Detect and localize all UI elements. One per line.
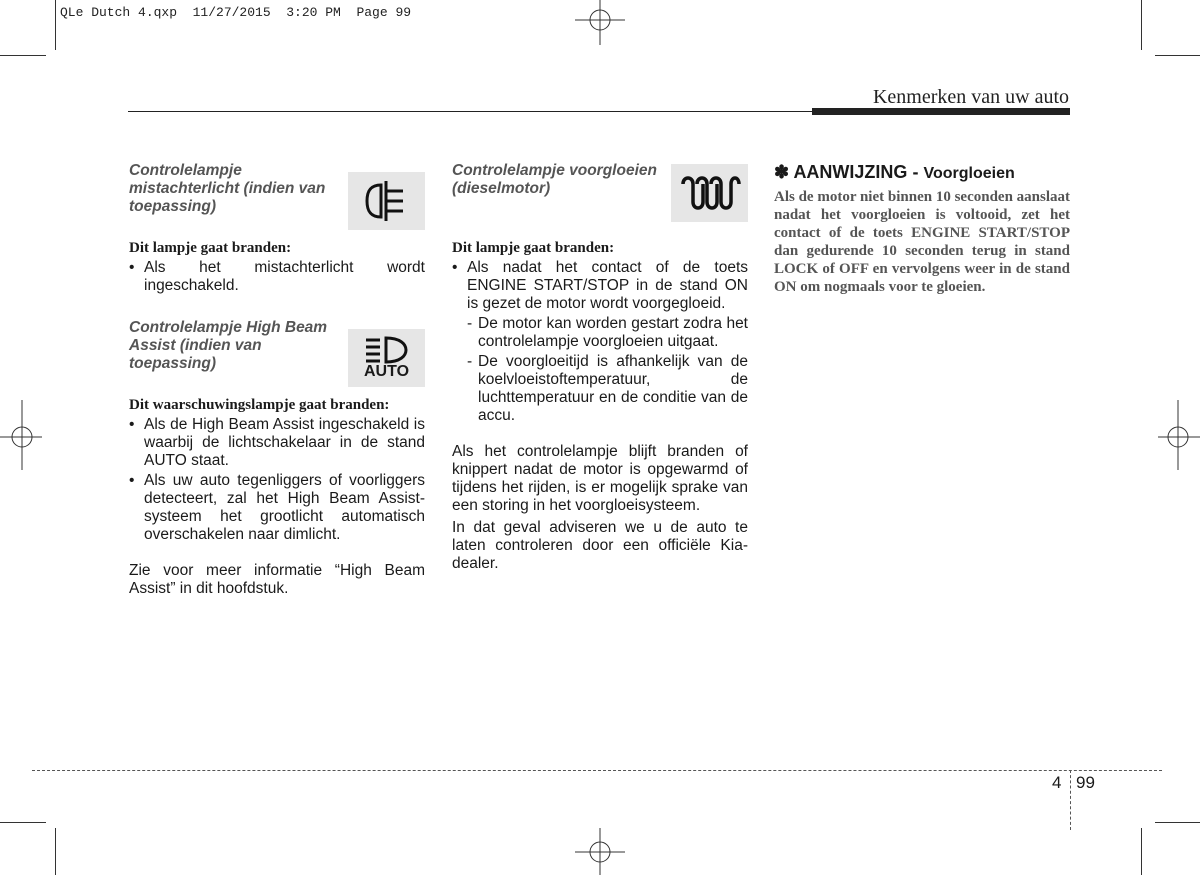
list-item: - De motor kan worden gestart zodra het controlelampje voorgloeien uitgaat.: [452, 315, 748, 351]
crop-mark: [55, 0, 56, 50]
note-symbol-icon: ✽: [774, 162, 790, 182]
crop-mark: [1155, 55, 1200, 56]
crop-mark: [1141, 828, 1142, 875]
registration-mark-right: [1155, 400, 1200, 475]
info-paragraph: Zie voor meer informatie “High Beam Assist” in dit hoofdstuk.: [129, 562, 425, 597]
rear-fog-light-icon: [348, 172, 425, 230]
registration-mark-left: [0, 400, 45, 475]
registration-mark-bottom: [570, 826, 630, 875]
section-subhead: Dit lampje gaat branden:: [452, 240, 615, 256]
print-slug: QLe Dutch 4.qxp 11/27/2015 3:20 PM Page 99: [60, 5, 412, 20]
section-title: Controlelampje High Beam Assist (indien van toepassing): [129, 319, 328, 372]
list-item: • Als het mistachterlicht wordt ingeschakeld.: [129, 259, 425, 295]
info-paragraph: In dat geval adviseren we u de auto te laten controleren door een officiële Kia-dealer.: [452, 519, 748, 572]
crop-mark: [1141, 0, 1142, 50]
note-heading: AANWIJZING: [793, 162, 908, 182]
page-number-divider: [1070, 770, 1071, 830]
section-title: Controlelampje mistachterlicht (indien van toepassing): [129, 162, 326, 215]
crop-mark: [55, 828, 56, 875]
list-item: • Als uw auto tegenliggers of voorliggers detecteert, zal het High Beam Assist-systeem het grootlicht automatisch overschakelen naar dimlicht.: [129, 472, 425, 544]
note-box: [774, 162, 1070, 296]
registration-mark-top: [570, 0, 630, 50]
note-subtitle: Voorgloeien: [923, 165, 1015, 182]
chapter-number: 4: [1052, 773, 1062, 792]
rear-fog-section-head: [129, 162, 425, 230]
list-item: - De voorgloeitijd is afhankelijk van de koelvloeistoftemperatuur, de luchttemperatuur en de conditie van de accu.: [452, 353, 748, 425]
list-item: • Als de High Beam Assist ingeschakeld is waarbij de lichtschakelaar in de stand AUTO staat.: [129, 416, 425, 470]
section-title: Controlelampje voorgloeien (dieselmotor): [452, 162, 657, 197]
bullet-list: [129, 259, 425, 295]
list-item: • Als nadat het contact of de toets ENGINE START/STOP in de stand ON is gezet de motor wordt voorgegloeid.: [452, 259, 748, 313]
glow-plug-icon: [671, 164, 748, 222]
note-title: [774, 162, 1070, 184]
footer-rule: [32, 770, 1162, 771]
high-beam-auto-icon: [348, 329, 425, 387]
note-body: Als de motor niet binnen 10 seconden aanslaat nadat het voorgloeien is voltooid, zet het contact of de toets ENGINE START/STOP dan gedurende 10 seconden terug in stand LOCK of OFF en vervolgens weer in de stand ON om nogmaals voor te gloeien.: [774, 189, 1071, 295]
crop-mark: [1155, 822, 1200, 823]
section-subhead: Dit lampje gaat branden:: [129, 240, 292, 256]
high-beam-section-head: [129, 319, 425, 387]
info-paragraph: Als het controlelampje blijft branden of knippert nadat de motor is opgewarmd of tijdens het rijden, is er mogelijk sprake van een storing in het voorgloeisysteem.: [452, 443, 748, 514]
header-rule-thick: [812, 108, 1070, 115]
crop-mark: [0, 55, 46, 56]
dash-list: [452, 315, 748, 425]
header-rule: [128, 111, 812, 112]
column-2: [452, 162, 748, 573]
note-separator: -: [912, 162, 919, 182]
bullet-list: [129, 416, 425, 544]
column-1: [129, 162, 425, 598]
page-number: 99: [1076, 773, 1095, 792]
auto-label: AUTO: [363, 363, 410, 380]
glow-plug-section-head: [452, 162, 748, 230]
bullet-list: [452, 259, 748, 313]
crop-mark: [0, 822, 46, 823]
running-head: Kenmerken van uw auto: [872, 86, 1069, 108]
section-subhead: Dit waarschuwingslampje gaat branden:: [129, 397, 390, 413]
